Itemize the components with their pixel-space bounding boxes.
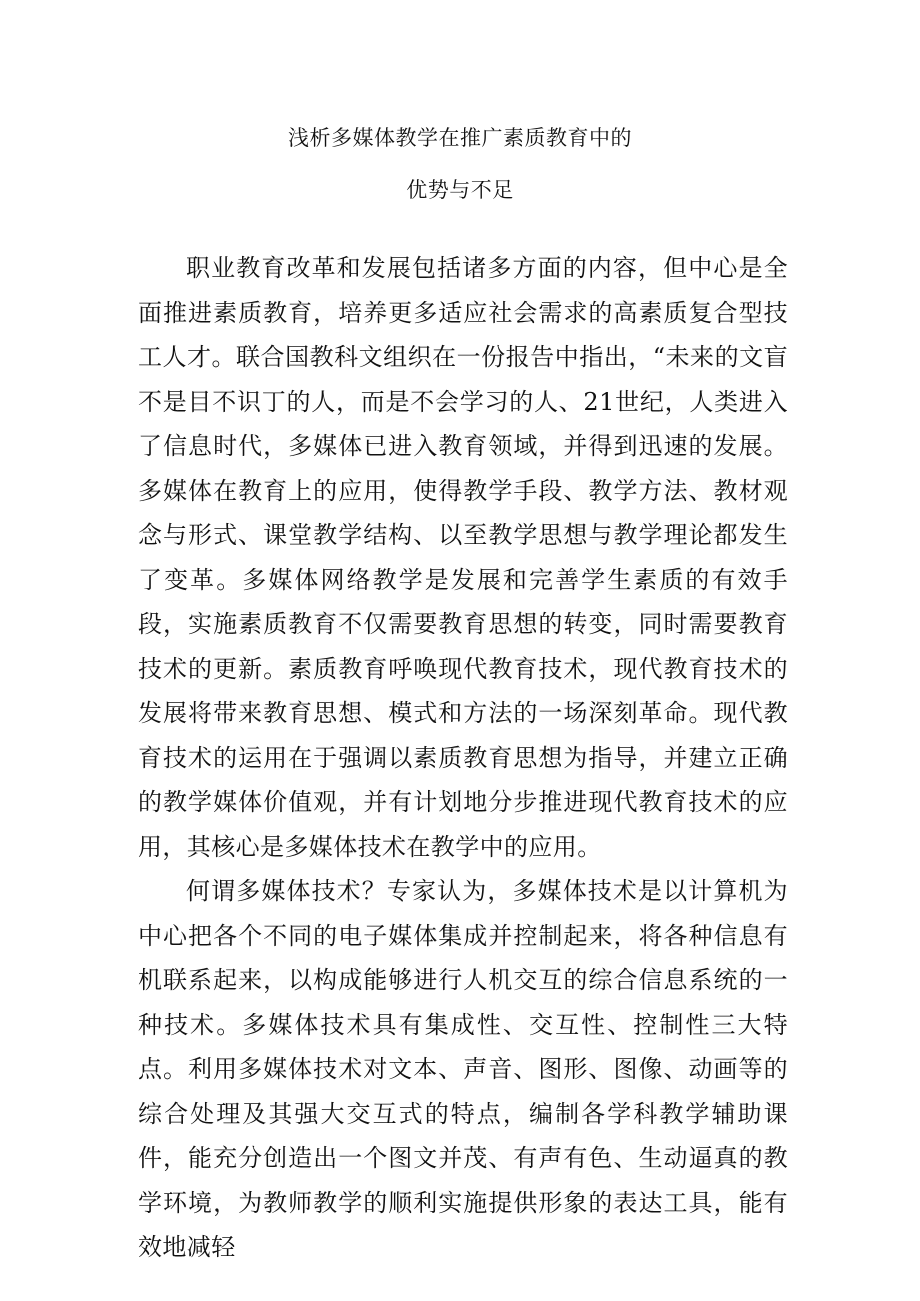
document-title <box>0 112 920 216</box>
paragraph-1: 职业教育改革和发展包括诸多方面的内容，但中心是全面推进素质教育，培养更多适应社会需求的高素质复合型技工人才。联合国教科文组织在一份报告中指出，“未来的文盲不是目不识丁的人，而是不会学习的人、21世纪，人类进入了信息时代，多媒体已进入教育领域，并得到迅速的发展。多媒体在教育上的应用，使得教学手段、教学方法、教材观念与形式、课堂教学结构、以至教学思想与教学理论都发生了变革。多媒体网络教学是发展和完善学生素质的有效手段，实施素质教育不仅需要教育思想的转变，同时需要教育技术的更新。素质教育呼唤现代教育技术，现代教育技术的发展将带来教育思想、模式和方法的一场深刻革命。现代教育技术的运用在于强调以素质教育思想为指导，并建立正确的教学媒体价值观，并有计划地分步推进现代教育技术的应用，其核心是多媒体技术在教学中的应用。 <box>138 254 788 861</box>
title-line-2: 优势与不足 <box>406 178 514 202</box>
document-body <box>138 246 788 1270</box>
paragraph-2: 何谓多媒体技术？专家认为，多媒体技术是以计算机为中心把各个不同的电子媒体集成并控制起来，将各种信息有机联系起来，以构成能够进行人机交互的综合信息系统的一种技术。多媒体技术具有集成性、交互性、控制性三大特点。利用多媒体技术对文本、声音、图形、图像、动画等的综合处理及其强大交互式的特点，编制各学科教学辅助课件，能充分创造出一个图文并茂、有声有色、生动逼真的教学环境，为教师教学的顺利实施提供形象的表达工具，能有效地减轻 <box>138 877 788 1261</box>
title-line-1: 浅析多媒体教学在推广素质教育中的 <box>288 126 632 150</box>
